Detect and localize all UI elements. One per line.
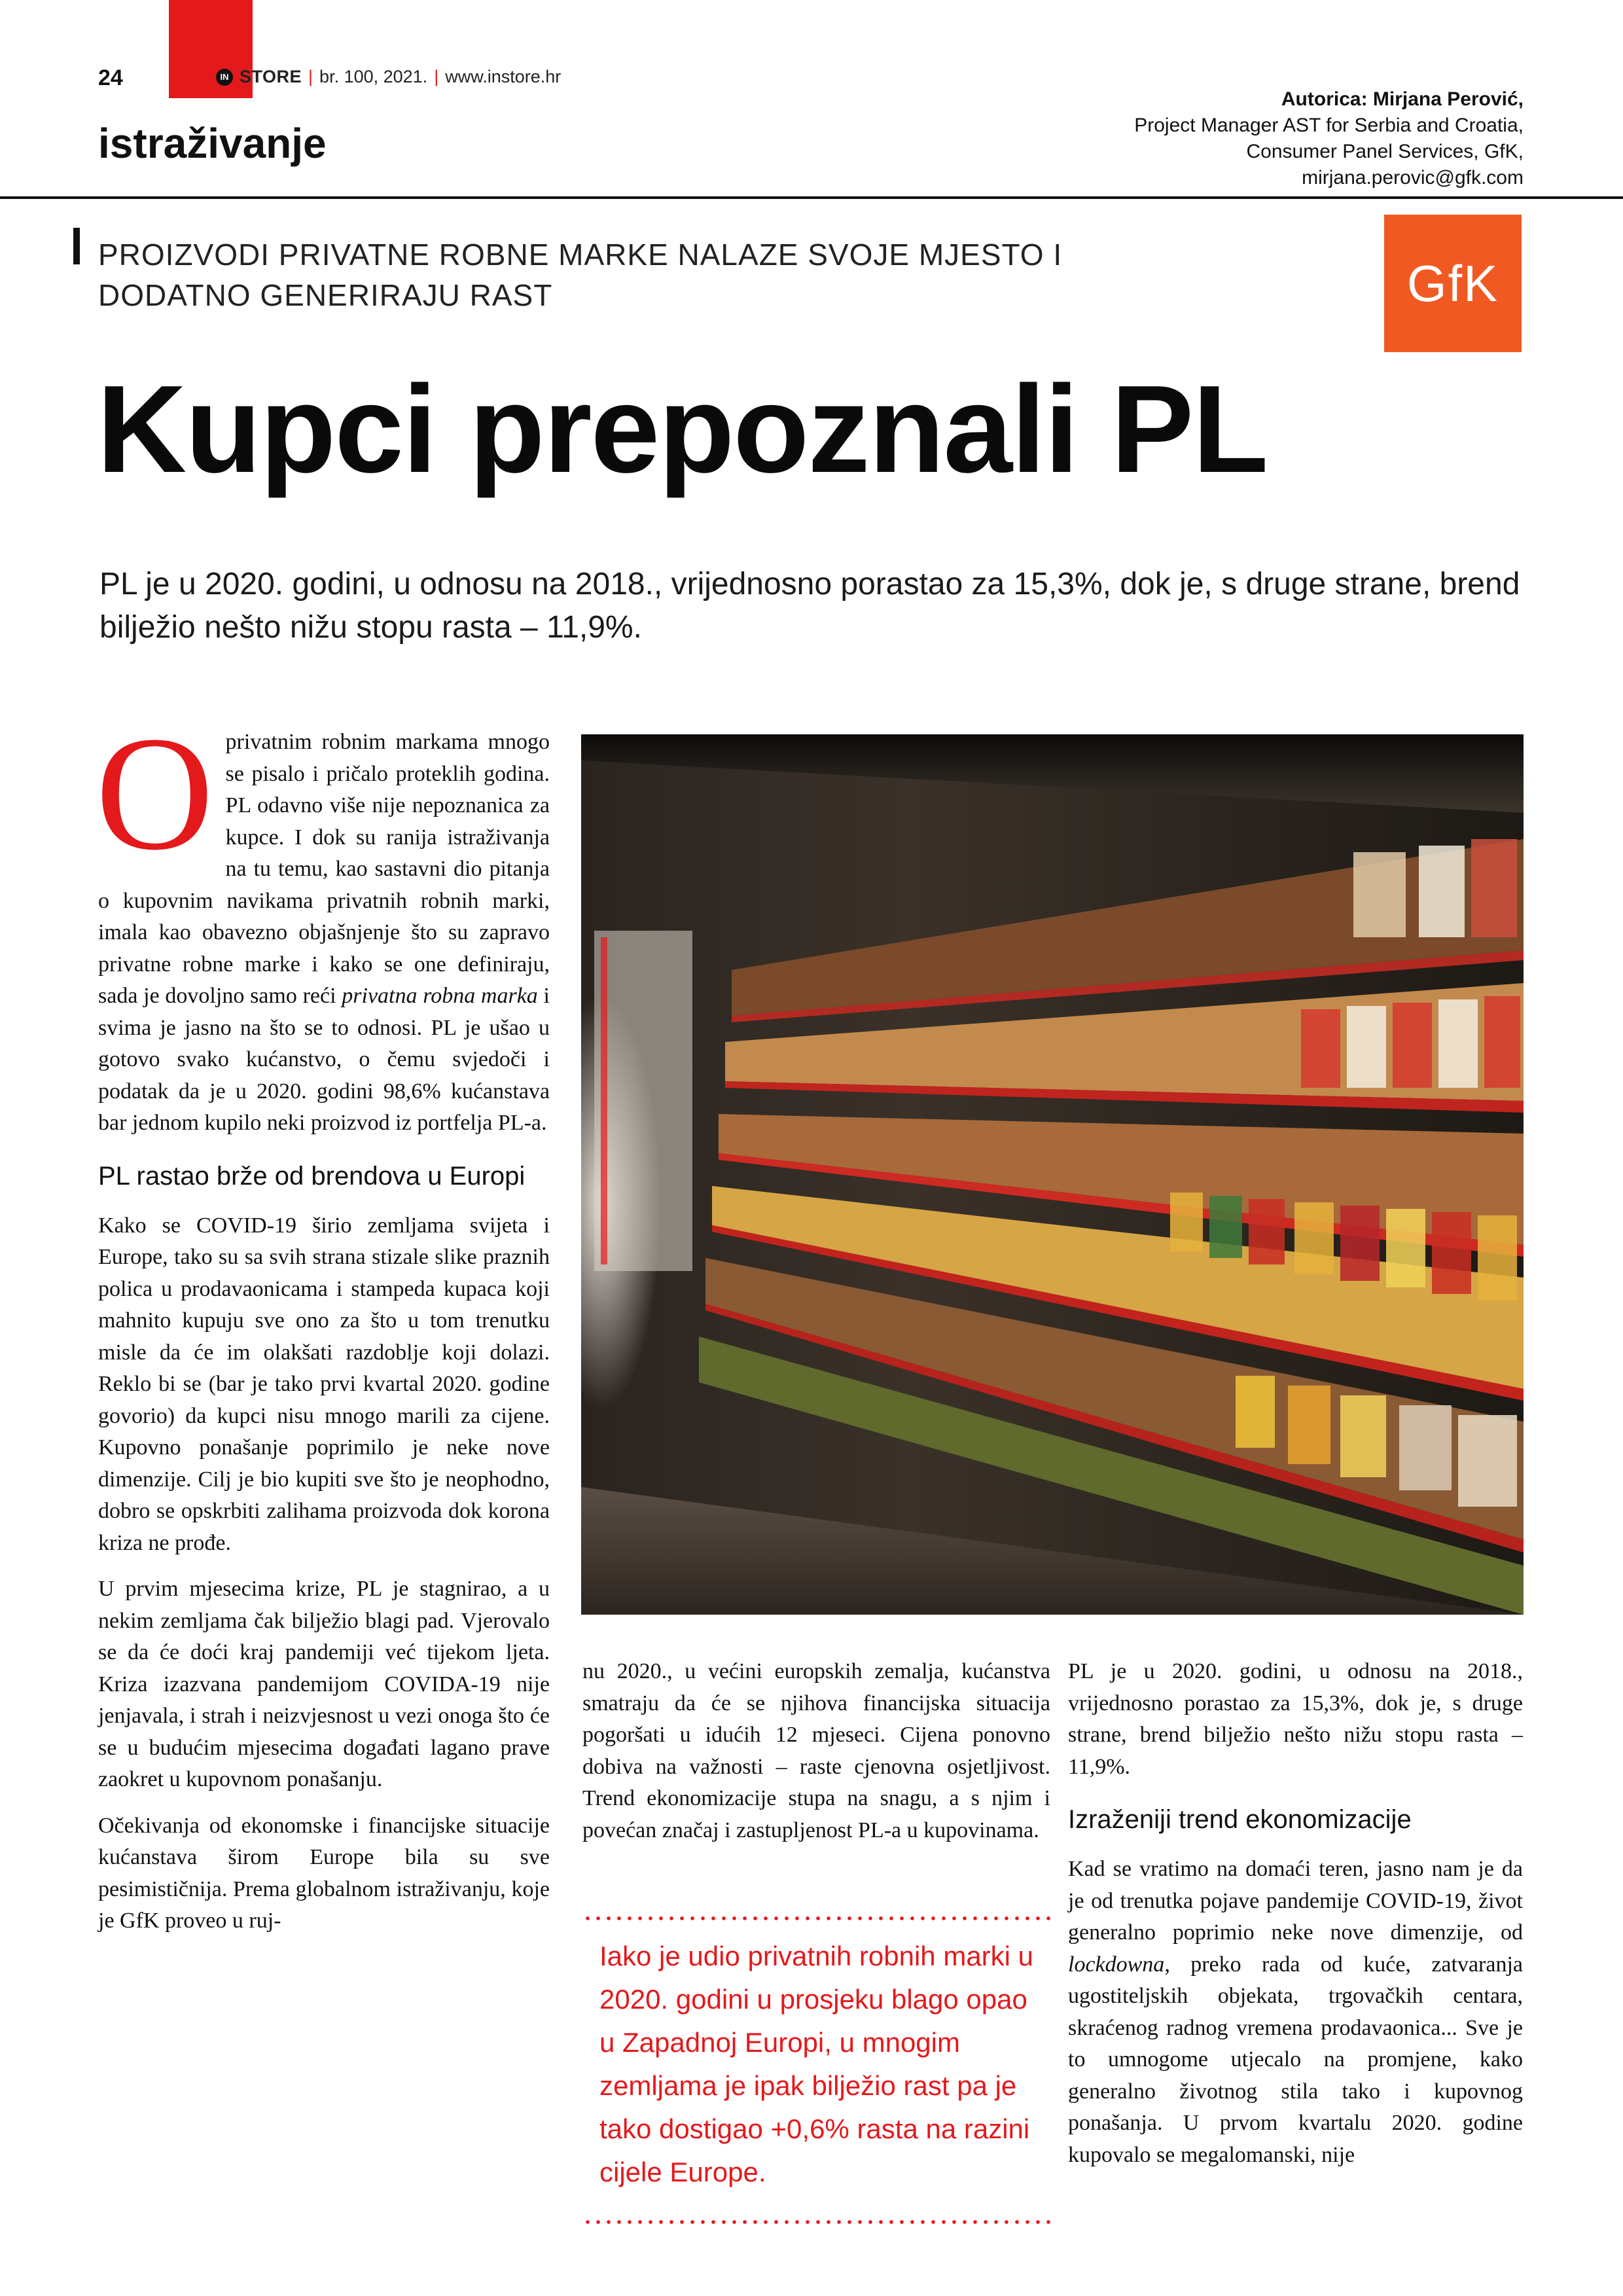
- paragraph: Očekivanja od ekonomske i financijske situacije kućanstava širom Europe bila su sve pesimističnija. Prema globalnom istraživanju, koje je GfK proveo u ruj-: [98, 1813, 550, 1933]
- headline: Kupci prepoznali PL: [97, 360, 1268, 499]
- issue-number: br. 100, 2021.: [319, 67, 428, 86]
- section-title: istraživanje: [98, 120, 327, 167]
- dotted-divider: [582, 2220, 1050, 2224]
- website-link[interactable]: www.instore.hr: [445, 67, 562, 86]
- dotted-divider: [582, 1916, 1050, 1920]
- paragraph: U prvim mjesecima krize, PL je stagnirao, a u nekim zemljama čak bilježio blagi pad. Vjerovalo se da će doći kraj pandemiji već tijekom ljeta. Kriza izazvana pandemijom COVIDA-19 nije jenjavala, i strah i neizvjesnost u vezi onoga što će se u budućim mjesecima događati lagano prave zaokret u kupovnom ponašanju.: [98, 1577, 550, 1791]
- masthead: [216, 67, 561, 87]
- page-number: 24: [98, 65, 123, 90]
- lead-paragraph: PL je u 2020. godini, u odnosu na 2018., vrijednosno porastao za 15,3%, dok je, s druge strane, brend bilježio nešto nižu stopu rasta – 11,9%.: [99, 567, 1520, 645]
- author-role: Project Manager AST for Serbia and Croatia,: [1134, 115, 1524, 136]
- gfk-logo: [1384, 215, 1522, 352]
- article-column-1: [96, 703, 550, 1952]
- article-column-2: [582, 1656, 1050, 1861]
- kicker: PROIZVODI PRIVATNE ROBNE MARKE NALAZE SVOJE MJESTO I DODATNO GENERIRAJU RAST: [98, 238, 1063, 312]
- paragraph: Kako se COVID-19 širio zemljama svijeta i Europe, tako su sa svih strana stizale slike praznih polica u prodavaonicama i stampeda kupaca koji mahnito kupuju sve ono za što u tom trenutku misle da će im olakšati razdoblje koji dolazi. Reklo bi se (bar je tako prvi kvartal 2020. godine govorio) da kupci nisu mnogo marili za cijene. Kupovno ponašanje poprimilo je neke nove dimenzije. Cilj je bio kupiti sve što je neophodno, dobro se opskrbiti zalihama proizvoda dok korona kriza ne prođe.: [98, 1213, 550, 1555]
- author-department: Consumer Panel Services, GfK,: [1246, 141, 1524, 162]
- paragraph: Oprivatnim robnim markama mnogo se pisalo i pričalo proteklih godina. PL odavno više nije nepoznanica za kupce. I dok su ranija istraživanja na tu temu, kao sastavni dio pitanja o kupovnim navikama privatnih robnih marki, imala kao obavezno objašnjenje što su zapravo privatne robne marke i kako se one definiraju, sada je dovoljno samo reći privatna robna marka i svima je jasno na što se to odnosi. PL je ušao u gotovo svako kućanstvo, o čemu svjedoči i podatak da je u 2020. godini 98,6% kućanstava bar jednom kupilo neki proizvod iz portfelja PL-a.: [96, 703, 550, 1135]
- author-block: [1134, 86, 1524, 191]
- author-email[interactable]: mirjana.perovic@gfk.com: [1302, 167, 1524, 188]
- supermarket-shelves-photo: [581, 734, 1524, 1615]
- brand-name: STORE: [240, 67, 302, 86]
- kicker-bar: [73, 228, 80, 264]
- article-column-3: [1068, 1656, 1523, 2185]
- paragraph: PL je u 2020. godini, u odnosu na 2018., vrijednosno porastao za 15,3%, dok je, s druge strane, brend bilježio nešto nižu stopu rasta – 11,9%.: [1068, 1659, 1523, 1779]
- paragraph: Kad se vratimo na domaći teren, jasno nam je da je od trenutka pojave pandemije COVID-19, život generalno poprimio neke nove dimenzije, od lockdowna, preko rada od kuće, zatvaranja ugostiteljskih objekata, trgovačkih centara, skraćenog radnog vremena prodavaonica... Sve je to umnogome utjecalo na promjene, kako generalno životnog stila tako i kupovnog ponašanja. U prvom kvartalu 2020. godine kupovalo se megalomanski, nije: [1068, 1857, 1523, 2167]
- drop-cap: O: [96, 703, 214, 884]
- header-rule: [0, 196, 1623, 199]
- subheading: Izraženiji trend ekonomizacije: [1068, 1805, 1412, 1834]
- pull-quote-text: Iako je udio privatnih robnih marki u 2020. godini u prosjeku blago opao u Zapadnoj Europi, u mnogim zemljama je ipak bilježio rast pa je tako dostigao +0,6% rasta na razini cijele Europe.: [599, 1941, 1034, 2187]
- pull-quote: [582, 1916, 1050, 2224]
- author-name: Autorica: Mirjana Perović,: [1281, 88, 1524, 110]
- paragraph: nu 2020., u većini europskih zemalja, kućanstva smatraju da će se njihova financijska situacija pogoršati u idućih 12 mjeseci. Cijena ponovno dobiva na važnosti – raste cjenovna osjetljivost. Trend ekonomizacije stupa na snagu, a s njim i povećan značaj i zastupljenost PL-a u kupovinama.: [582, 1659, 1050, 1842]
- separator: |: [308, 67, 313, 86]
- instore-logo-icon: IN: [216, 69, 233, 86]
- gfk-logo-text: GfK: [1406, 254, 1499, 312]
- subheading: PL rastao brže od brendova u Europi: [98, 1161, 526, 1191]
- separator: |: [434, 67, 439, 86]
